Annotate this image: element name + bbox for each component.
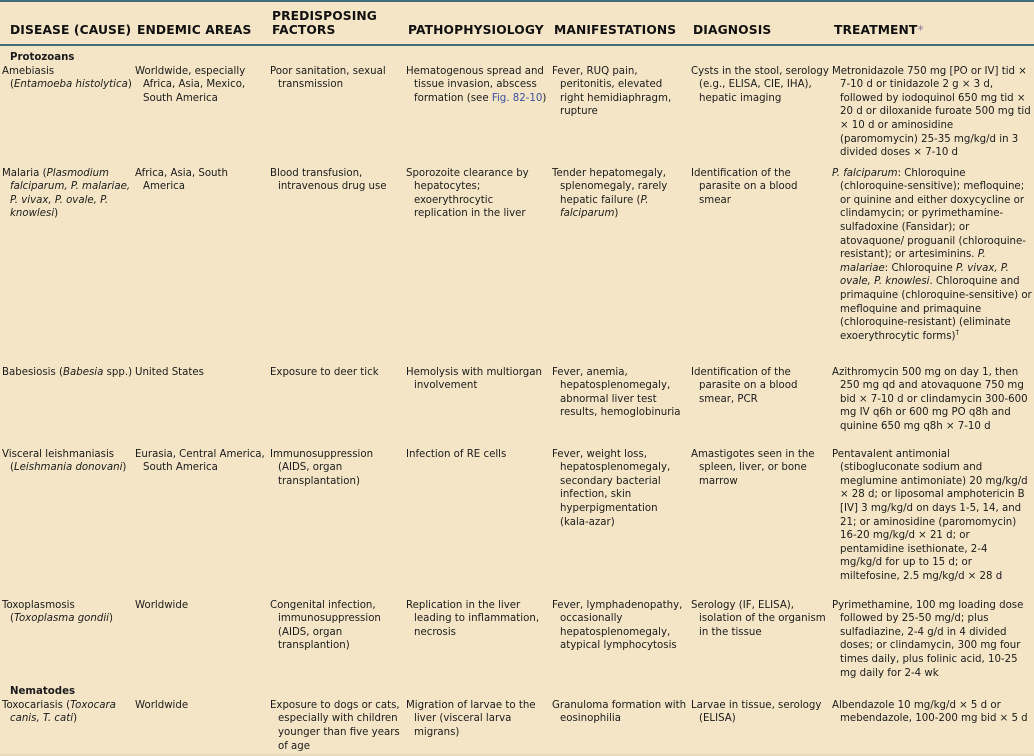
ref-prefix: (see: [466, 92, 492, 104]
table-row-visceral-leishmaniasis: [0, 448, 1034, 599]
table-row-amebiasis: [0, 65, 1034, 167]
header-treatment-label: TREATMENT: [834, 23, 918, 37]
header-endemic-areas: ENDEMIC AREAS: [135, 2, 270, 45]
group-row-nematodes: [0, 680, 1034, 699]
manifest-species: P. falciparum: [560, 194, 649, 220]
cell-manifestations: Fever, anemia, hepatosplenomegaly, abnormal liver test results, hemoglobinuria: [552, 366, 681, 419]
table-row-toxocariasis: [0, 699, 1034, 753]
cell-endemic: Africa, Asia, South America: [135, 167, 228, 193]
cell-predisposing: Immunosuppression (AIDS, organ transplantation): [270, 448, 374, 487]
disease-cause: Toxocara canis, T. cati: [10, 699, 116, 725]
cell-diagnosis: Identification of the parasite on a blood smear: [691, 167, 798, 206]
cell-disease: Toxoplasmosis (Toxoplasma gondii): [2, 599, 113, 625]
disease-cause: Entamoeba histolytica: [13, 79, 128, 91]
header-row: [0, 2, 1034, 45]
cell-disease: Visceral leishmaniasis (Leishmania donovani): [2, 448, 127, 474]
disease-cause: Babesia: [63, 366, 104, 378]
header-treatment: [832, 2, 1034, 45]
cell-diagnosis: Serology (IF, ELISA), isolation of the organism in the tissue: [691, 599, 826, 638]
cell-treatment: Azithromycin 500 mg on day 1, then 250 mg qd and atovaquone 750 mg bid × 7-10 d or clindamycin 300-600 mg IV q6h or 600 mg PO q8h and quinine 650 mg q8h × 7-10 d: [832, 366, 1028, 432]
disease-cause: Toxoplasma gondii: [13, 613, 109, 625]
cell-endemic: Worldwide: [135, 599, 189, 611]
cell-diagnosis: Cysts in the stool, serology (e.g., ELISA, CIE, IHA), hepatic imaging: [691, 65, 829, 104]
disease-name: Toxoplasmosis: [2, 599, 75, 611]
patho-text: Hematogenous spread and tissue invasion, abscess formation: [406, 65, 544, 104]
table-row-babesiosis: [0, 366, 1034, 448]
header-predisposing-factors: PREDISPOSING FACTORS: [270, 2, 406, 45]
cell-predisposing: Blood transfusion, intravenous drug use: [270, 167, 387, 193]
disease-name: Amebiasis: [2, 65, 55, 77]
cell-manifestations: Fever, weight loss, hepatosplenomegaly, secondary bacterial infection, skin hyperpigmentation (kala-azar): [552, 448, 671, 528]
group-label: Nematodes: [10, 686, 76, 698]
disease-name: Malaria: [2, 167, 40, 179]
cell-diagnosis: Larvae in tissue, serology (ELISA): [691, 699, 822, 725]
disease-name: Visceral leishmaniasis: [2, 448, 115, 460]
cell-manifestations: Tender hepatomegaly, splenomegaly, rarely hepatic failure (P. falciparum): [552, 167, 668, 220]
cell-predisposing: Congenital infection, immunosuppression (AIDS, organ transplantion): [270, 599, 381, 652]
table-row-malaria: [0, 167, 1034, 366]
species-name: P. malariae: [840, 249, 986, 274]
table-row-toxoplasmosis: [0, 599, 1034, 681]
manifest-text: Tender hepatomegaly, splenomegaly, rarely hepatic failure: [552, 167, 668, 206]
cell-pathophysiology: Migration of larvae to the liver (visceral larva migrans): [406, 699, 536, 738]
disease-name: Toxocariasis: [2, 699, 63, 711]
disease-name: Babesiosis: [2, 366, 56, 378]
cell-endemic: Eurasia, Central America, South America: [135, 448, 265, 474]
cell-treatment: Pentavalent antimonial (stibogluconate sodium and meglumine antimoniate) 20 mg/kg/d × 28 d; or liposomal amphotericin B [IV] 3 mg/kg/d on days 1-5, 14, and 21; or aminosidine (paromomycin) 16-20 mg/kg/d × 21 d; or pentamidine isethionate, 2-4 mg/kg/d for up to 15 d; or miltefosine, 2.5 mg/kg/d × 28 d: [832, 448, 1028, 582]
cell-pathophysiology: Hemolysis with multiorgan involvement: [406, 366, 542, 392]
cell-pathophysiology: [406, 65, 552, 167]
cell-diagnosis: Amastigotes seen in the spleen, liver, or bone marrow: [691, 448, 815, 487]
cell-manifestations: Granuloma formation with eosinophilia: [552, 699, 687, 725]
cell-pathophysiology: Replication in the liver leading to inflammation, necrosis: [406, 599, 540, 638]
header-disease: DISEASE (CAUSE): [0, 2, 135, 45]
cell-predisposing: Exposure to dogs or cats, especially with children younger than five years of age: [270, 699, 400, 752]
cell-endemic: Worldwide, especially Africa, Asia, Mexico, South America: [135, 65, 246, 104]
group-row-protozoans: [0, 45, 1034, 65]
header-manifestations: MANIFESTATIONS: [552, 2, 691, 45]
treatment-fragment: : Chloroquine: [884, 262, 956, 274]
treatment-fragment: . Chloroquine and primaquine (chloroquine-sensitive) or mefloquine and primaquine (chloroquine-resistant) (eliminate exoerythrocytic forms): [840, 276, 1032, 342]
species-name: P. falciparum: [832, 167, 898, 179]
header-pathophysiology: PATHOPHYSIOLOGY: [406, 2, 552, 45]
ref-suffix: ): [542, 92, 547, 104]
cell-treatment: [832, 167, 1034, 366]
cell-treatment: Pyrimethamine, 100 mg loading dose followed by 25-50 mg/d; plus sulfadiazine, 2-4 g/d in 4 divided doses; or clindamycin, 300 mg four times daily, plus folinic acid, 10-25 mg daily for 2-4 wk: [832, 599, 1024, 679]
cell-pathophysiology: Infection of RE cells: [406, 448, 507, 460]
cell-treatment: Metronidazole 750 mg [PO or IV] tid × 7-10 d or tinidazole 2 g × 3 d, followed by iodoquinol 650 mg tid × 20 d or diloxanide furoate 500 mg tid × 10 d or aminosidine (paromomycin) 25-35 mg/kg/d in 3 divided doses × 7-10 d: [832, 65, 1031, 159]
group-label: Protozoans: [10, 52, 75, 63]
cell-disease: Babesiosis (Babesia spp.): [2, 366, 133, 378]
treatment-text: [832, 168, 1032, 342]
treatment-footnote-mark[interactable]: *: [917, 23, 924, 37]
disease-cause-suffix: spp.: [106, 366, 129, 378]
figure-link[interactable]: Fig. 82-10: [491, 92, 543, 104]
cell-disease: Toxocariasis (Toxocara canis, T. cati): [2, 699, 116, 725]
treatment-fragment: : Chloroquine (chloroquine-sensitive); mefloquine; or quinine and either doxycycline or clindamycin; or pyrimethamine-sulfadoxine (Fansidar); or atovaquone/ proguanil (chloroquine-resistant); or artesiminins.: [840, 167, 1026, 261]
header-diagnosis: DIAGNOSIS: [691, 2, 832, 45]
cell-manifestations: Fever, lymphadenopathy, occasionally hepatosplenomegaly, atypical lymphocytosis: [552, 599, 683, 652]
cell-predisposing: Exposure to deer tick: [270, 366, 379, 378]
cell-pathophysiology: Sporozoite clearance by hepatocytes; exoerythrocytic replication in the liver: [406, 167, 529, 220]
cell-predisposing: Poor sanitation, sexual transmission: [270, 65, 386, 91]
cell-endemic: Worldwide: [135, 699, 189, 711]
species-name: P. vivax, P. ovale, P. knowlesi: [840, 262, 1009, 288]
cell-treatment: Albendazole 10 mg/kg/d × 5 d or mebendazole, 100-200 mg bid × 5 d: [832, 699, 1028, 725]
cell-disease: Malaria (Plasmodium falciparum, P. malariae, P. vivax, P. ovale, P. knowlesi): [2, 167, 131, 220]
cell-disease: Amebiasis (Entamoeba histolytica): [2, 65, 132, 91]
treatment-footnote-dagger[interactable]: †: [955, 328, 959, 337]
cell-endemic: United States: [135, 366, 204, 378]
cell-manifestations: Fever, RUQ pain, peritonitis, elevated right hemidiaphragm, rupture: [552, 65, 672, 118]
disease-cause: Leishmania donovani: [13, 462, 123, 474]
cell-diagnosis: Identification of the parasite on a blood smear, PCR: [691, 366, 798, 405]
disease-cause: Plasmodium falciparum, P. malariae, P. vivax, P. ovale, P. knowlesi: [10, 167, 131, 220]
parasitic-liver-disease-table: [0, 2, 1034, 753]
